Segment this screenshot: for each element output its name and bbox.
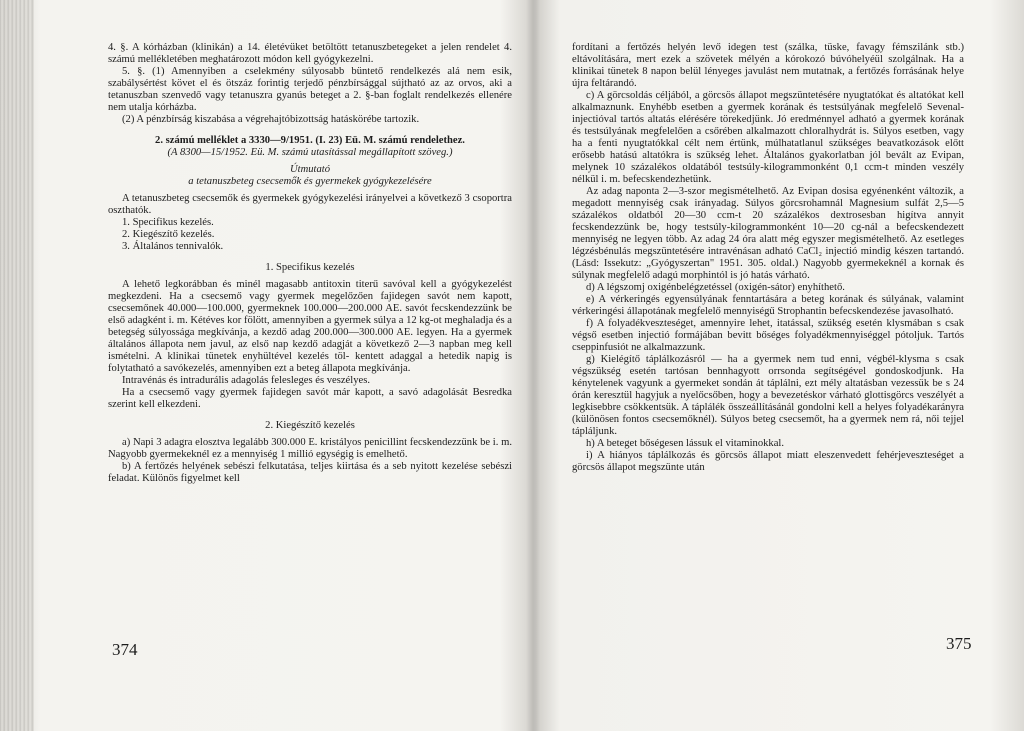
paragraph: f) A folyadékveszteséget, amennyire lehet, itatással, szükség esetén klysmában s csak végső esetben injectió formájában bevitt bőséges folyadékmennyiséggel pótoljuk. Tartós cseppinfusiót ne alkalmazzunk.: [572, 318, 964, 353]
paragraph: d) A légszomj oxigénbelégzetéssel (oxigén-sátor) enyhíthető.: [586, 282, 845, 293]
section-1-paragraph: Intravénás és intradurális adagolás felesleges és veszélyes.: [122, 375, 370, 386]
paragraph: i) A hiányos táplálkozás és görcsös állapot miatt eleszenvedett fehérjeveszteséget a görcsös állapot megszünte után: [572, 450, 964, 473]
guide-title: Útmutató: [289, 164, 331, 175]
paragraph: g) Kielégítő táplálkozásról — ha a gyermek nem tud enni, végbél-klysma s csak végszükség esetén tartósan bennhagyott orrsonda segítségével gondoskodjunk. Ha kénytelenek vagyunk a gyermeket sondán át táplálni, ezt mély altatásban vezessük be s 24 órán keresztül hagyjuk a nyelőcsőben, hogy a bevezetéskor várható glottisgörcs veszélyét a legkisebbre csökkentsük. A táplálék összeállításánál gondolni kell a helyes folyadékarányra (különösen fontos csecsemőknél). Súlyos beteg csecsemőt, ha a gyermek nem rá, női tejjel tápláljunk.: [572, 354, 964, 437]
section-1-heading: 1. Specifikus kezelés: [265, 262, 355, 273]
right-page: [572, 42, 964, 474]
book-gutter: [526, 0, 540, 731]
annex-heading: 2. számú melléklet a 3330—9/1951. (I. 23) Eü. M. számú rendelethez.: [155, 135, 465, 146]
list-item: 1. Specifikus kezelés.: [122, 217, 214, 228]
left-page: [108, 42, 512, 485]
page-number-right: 375: [946, 634, 972, 653]
section-2-heading: 2. Kiegészítő kezelés: [265, 420, 355, 431]
paragraph: h) A beteget bőségesen lássuk el vitaminokkal.: [586, 438, 785, 449]
list-item: 2. Kiegészítő kezelés.: [122, 229, 215, 240]
paragraph-4: 4. §. A kórházban (klinikán) a 14. életévüket betöltött tetanuszbetegeket a jelen rendelet 4. számú mellékletében meghatározott módon kell gyógykezelni.: [108, 42, 512, 65]
paragraph: Az adag naponta 2—3-szor megismételhető. Az Evipan dosisa egyénenként változik, a megadott mennyiség csak irányadag. Súlyos görcsrohamnál Magnesium sulfát 2,5—5 százalékos oldatból 20—30 ccm-t 20 százalékos dextrosesban higítva annyit fecskendezzünk be, hogy testsúly-kilogrammonként 10—20 cg-nál a befecskendezett mennyiség ne legyen több. Az adag 24 óra alatt még egyszer megismételhető. Az esetleges légzésbénulás megszüntetésére intravénásan adható CaCl₂ injectió mindig készen tartandó. (Lásd: Issekutz: „Gyógyszertan" 1951. 305. oldal.) Nagyobb gyermekeknél a kornak és súlynak megfelelő adagú morphintól is jó hatás várható.: [572, 186, 964, 281]
paragraph-5-1: 5. §. (1) Amennyiben a cselekmény súlyosabb büntető rendelkezés alá nem esik, szabálysértést követ el és ötszáz forintig terjedő pénzbírsággal sújtható az az orvos, aki a tetanuszban szenvedő vagy tetanuszra gyanús beteget a 2. §-ban foglalt rendelkezés ellenére nem utalja kórházba.: [108, 66, 512, 113]
section-2-paragraph: b) A fertőzés helyének sebészi felkutatása, teljes kiirtása és a seb nyitott kezelése sebészi feladat. Különös figyelmet kell: [108, 461, 512, 484]
guide-subtitle: a tetanuszbeteg csecsemők és gyermekek gyógykezelésére: [188, 176, 432, 187]
paragraph: fordítani a fertőzés helyén levő idegen test (szálka, tüske, favagy fémszilánk stb.) eltávolítására, mert ezek a szövetek mélyén a kórokozó búvóhelyéül szolgálnak. Ha a klinikai tünetek 8 napon belül lényeges javulást nem mutatnak, a fertőzés forrásának helye újra feltárandó.: [572, 42, 964, 89]
page-number-left: 374: [112, 640, 138, 659]
paragraph: c) A görcsoldás céljából, a görcsös állapot megszüntetésére nyugtatókat és altatókat kell alkalmaznunk. Enyhébb esetben a gyermek korának és testsúlyának megfelelő Sevenal-injectióval tartós altatás elérésére törekedjünk. Jó eredménnyel adható a gyermek korának és testsúlyának megfelelően a csőrében alkalmazott chloralhydrát is. Súlyos esetben, vagy ha a fenti nyugtatókkal célt nem értünk, múlhatatlanul szükséges beavatkozások előtt erősebb hatású altatókra is szükség lehet. Általános gyakorlatban jól bevált az Evipan, melynek 10 százalékos oldatából testsúly-kilogrammonként 0,1 ccm-t minden veszély nélkül i. m. befecskendezhetünk.: [572, 90, 964, 185]
section-2-paragraph: a) Napi 3 adagra elosztva legalább 300.000 E. kristályos penicillint fecskendezzünk be i. m. Nagyobb gyermekeknél ez a mennyiség 1 millió egységig is emelhető.: [108, 437, 512, 460]
section-1-paragraph: A lehető legkorábban és minél magasabb antitoxin titerű savóval kell a gyógykezelést megkezdeni. Ha a csecsemő vagy gyermek megelőzően fajidegen savót nem kapott, csecsemőnek 40.000—100.000, gyermeknek 100.000—200.000 AE. savót fecskendezzünk be első adagként i. m. Kétéves kor fölött, amennyiben a gyermek súlya a 12 kg-ot meghaladja és a betegség súlyossága megkívánja, a kezdő adag 200.000—300.000 AE. legyen. Ha a gyermek általános állapota nem javul, az első nap kezdő adagját a következő 2—3 napban meg kell ismételni. A klinikai tünetek enyhültével kezelés töl- kentett adaggal a hetedik napig is folytatható a savókezelés, amennyiben ezt a beteg állapota megkívánja.: [108, 279, 512, 374]
paragraph: e) A vérkeringés egyensúlyának fenntartására a beteg korának és súlyának, valamint vérkeringési állapotának megfelelő mennyiségű Strophantin befecskendezése javasolható.: [572, 294, 964, 317]
intro-paragraph: A tetanuszbeteg csecsemők és gyermekek gyógykezelési irányelvei a következő 3 csoportra oszthatók.: [108, 193, 512, 216]
paragraph-5-2: (2) A pénzbírság kiszabása a végrehajtóbizottság hatáskörébe tartozik.: [122, 114, 420, 125]
page-edge-shadow: [0, 0, 34, 731]
list-item: 3. Általános tennivalók.: [122, 241, 224, 252]
annex-subheading: (A 8300—15/1952. Eü. M. számú utasítással megállapított szöveg.): [167, 147, 453, 158]
section-1-paragraph: Ha a csecsemő vagy gyermek fajidegen savót már kapott, a savó adagolását Besredka szerint kell elkezdeni.: [108, 387, 512, 410]
